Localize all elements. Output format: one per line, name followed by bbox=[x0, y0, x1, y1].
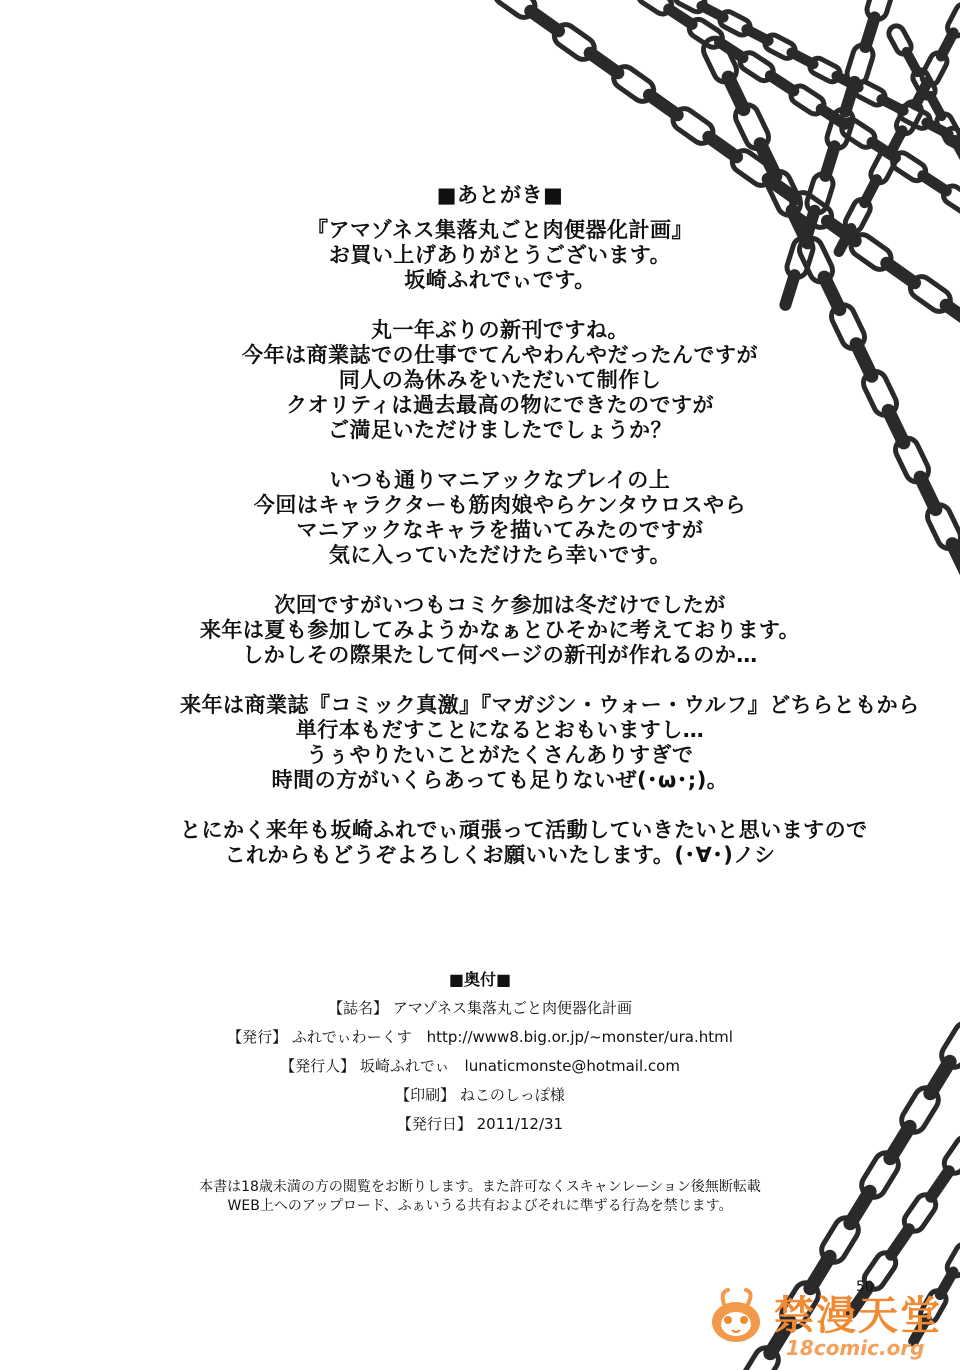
afterword-line: いつも通りマニアックなプレイの上 bbox=[329, 468, 671, 492]
site-watermark bbox=[700, 1276, 945, 1362]
colophon-row-printer: 【印刷】 ねこのしっぽ様 bbox=[395, 1086, 565, 1104]
notice-line: WEB上へのアップロード、ふぁいうる共有およびそれに準ずる行為を禁じます。 bbox=[227, 1198, 733, 1214]
afterword-paragraph bbox=[180, 593, 820, 668]
colophon-row-publisher: 【発行】 ふれでぃわーくす http://www8.big.or.jp/~monster/ura.html bbox=[227, 1028, 733, 1046]
afterword-paragraph bbox=[180, 818, 868, 868]
chain-link bbox=[880, 256, 922, 290]
afterword-line: これからもどうぞよろしくお願いいたします。(･∀･)ノシ bbox=[224, 843, 776, 867]
chain-link bbox=[950, 135, 960, 165]
afterword-line: 来年は商業誌『コミック真激』『マガジン・ウォー・ウルフ』どちらともから bbox=[180, 693, 920, 717]
legal-notice bbox=[130, 1178, 830, 1216]
afterword-line: マニアックなキャラを描いてみたのですが bbox=[296, 518, 704, 542]
chain-link bbox=[583, 46, 625, 80]
afterword-line: とにかく来年も坂崎ふれでぃ頑張って活動していきたいと思いますので bbox=[180, 818, 868, 842]
afterword-line: しかしその際果たして何ページの新刊が作れるのか… bbox=[242, 643, 758, 667]
afterword-heading: ■あとがき■ bbox=[436, 183, 564, 207]
afterword-section bbox=[180, 183, 920, 893]
watermark-text: 禁漫天堂 bbox=[774, 1293, 942, 1339]
colophon-row-date: 【発行日】 2011/12/31 bbox=[396, 1115, 564, 1133]
afterword-line: ご満足いただけましたでしょうか？ bbox=[328, 418, 672, 442]
chain-link bbox=[945, 537, 960, 583]
mascot-icon bbox=[704, 1284, 768, 1348]
afterword-paragraph bbox=[180, 218, 820, 293]
chain-link bbox=[923, 1054, 957, 1101]
watermark-url: 18comic.org bbox=[786, 1336, 925, 1360]
chain-link bbox=[939, 298, 960, 332]
afterword-line: 気に入っていただけたら幸いです。 bbox=[328, 543, 672, 567]
afterword-line: 今年は商業誌での仕事でてんやわんやだったんですが bbox=[242, 343, 758, 367]
afterword-line: 次回ですがいつもコミケ参加は冬だけでしたが bbox=[274, 593, 726, 617]
afterword-line: 今回はキャラクターも筋肉娘やらケンタウロスやら bbox=[253, 493, 747, 517]
chain-link bbox=[663, 3, 698, 30]
chain-link bbox=[883, 1119, 917, 1166]
colophon-title: ■奥付■ bbox=[448, 970, 512, 989]
colophon-section bbox=[150, 965, 810, 1139]
chain-link bbox=[524, 4, 566, 38]
chain-link bbox=[843, 1184, 877, 1231]
afterword-line: 丸一年ぶりの新刊ですね。 bbox=[371, 318, 629, 342]
notice-line: 本書は18歳未満の方の閲覧をお断りします。また許可なくスキャンレーション後無断転載 bbox=[199, 1179, 761, 1195]
afterword-line: 坂崎ふれでぃです。 bbox=[404, 268, 596, 292]
afterword-line: 同人の為休みをいただいて制作し bbox=[338, 368, 662, 392]
afterword-line: 『アマゾネス集落丸ごと肉便器化計画』 bbox=[307, 218, 693, 242]
colophon-row-issuer: 【発行人】 坂崎ふれでぃ lunaticmonste@hotmail.com bbox=[280, 1057, 680, 1075]
page-number: 50 bbox=[856, 1279, 874, 1295]
afterword-paragraph bbox=[180, 318, 820, 443]
afterword-line: 時間の方がいくらあっても足りないぜ(･ω･;)。 bbox=[271, 768, 729, 792]
afterword-paragraph bbox=[180, 468, 820, 568]
afterword-line: 単行本もだすことになるとおもいますし… bbox=[295, 718, 705, 742]
chain-link bbox=[643, 88, 685, 122]
colophon-row-title: 【誌名】 アマゾネス集落丸ごと肉便器化計画 bbox=[327, 999, 633, 1017]
afterword-line: お買い上げありがとうございます。 bbox=[328, 243, 672, 267]
chain-link bbox=[765, 70, 800, 97]
afterword-line: うぅやりたいことがたくさんありすぎで bbox=[306, 743, 694, 767]
afterword-line: クオリティは過去最高の物にできたのですが bbox=[286, 393, 714, 417]
chain-link bbox=[702, 130, 744, 164]
afterword-paragraph bbox=[180, 693, 920, 793]
chain-link bbox=[917, 170, 952, 197]
afterword-line: 来年は夏も参加してみようかなぁとひそかに考えております。 bbox=[199, 618, 801, 642]
